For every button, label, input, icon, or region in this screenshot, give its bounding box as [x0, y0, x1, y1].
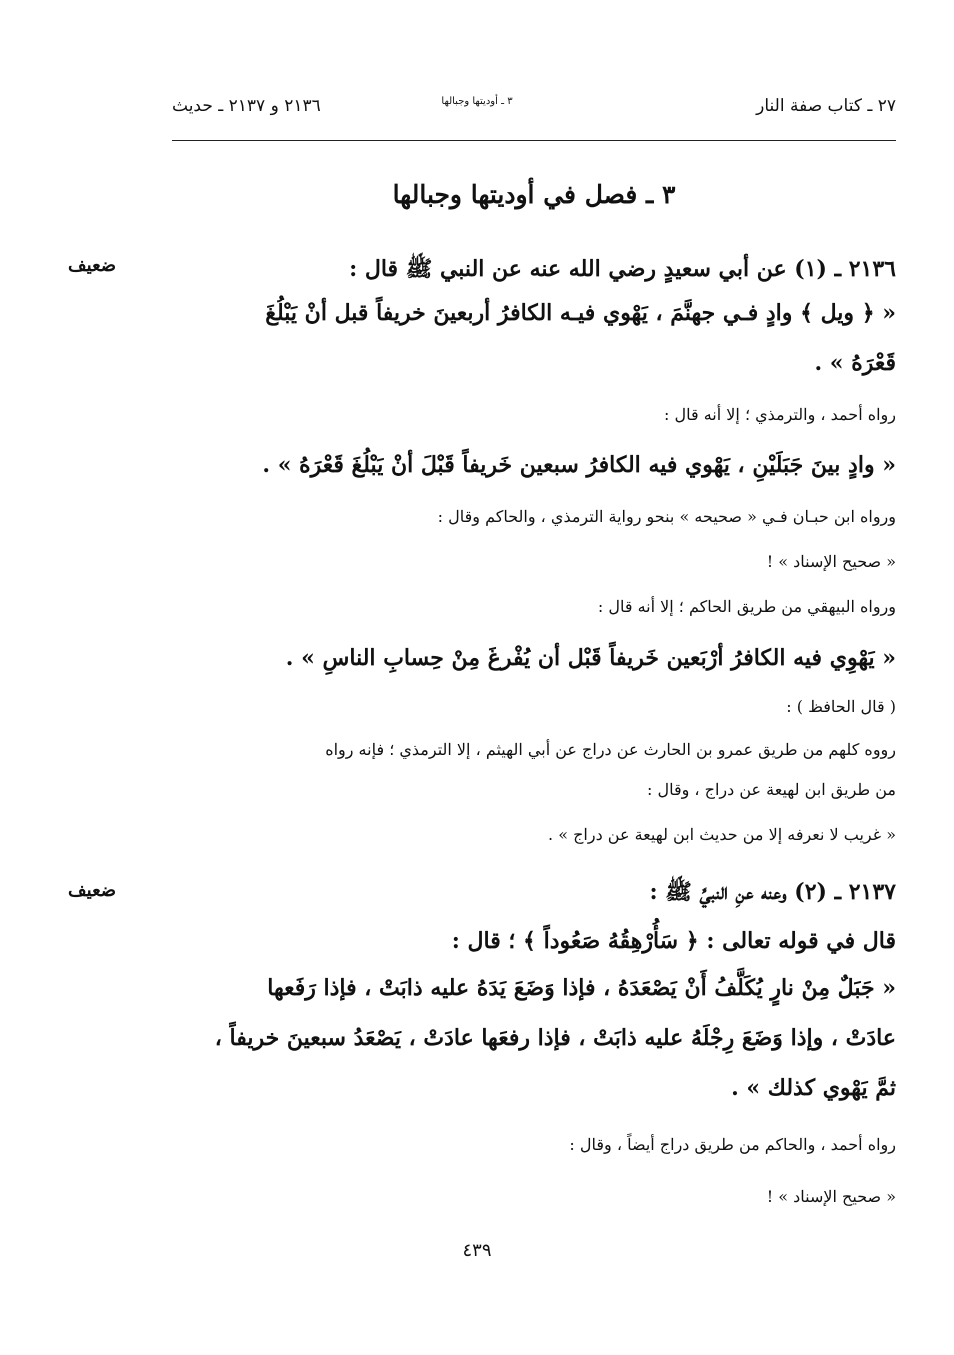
section-title: ٣ ـ فصل في أوديتها وجبالها	[392, 180, 676, 209]
hadith-2136-line-4: رواه أحمد ، والترمذي ؛ إلا أنه قال :	[664, 405, 896, 424]
hadith-2136-line-9: « يَهْوِي فيه الكافرُ أرْبَعين خَريفاً قَبْل أن يُفْرغَ مِنْ حِسابِ الناسِ » .	[285, 645, 896, 671]
hadith-2136-line-2: « ﴿ ويل ﴾ وادٍ فـي جهنَّمَ ، يَهْوي فيـه الكافرُ أربعينَ خريفاً قبل أنْ يَبْلُغَ	[265, 300, 896, 326]
hadith-2137-line-6: رواه أحمد ، والحاكم من طريق دراج أيضاً ، وقال :	[569, 1135, 896, 1154]
grade-label-2137: ضعيف	[68, 880, 117, 901]
hadith-2136-line-6: ورواه ابن حبـان فـي « صحيحه » بنحو رواية الترمذي ، والحاكم وقال :	[437, 507, 896, 526]
page-number: ٤٣٩	[462, 1240, 492, 1261]
hadith-2136-line-8: ورواه البيهقي من طريق الحاكم ؛ إلا أنه قال :	[597, 597, 896, 616]
hadith-2136-line-7: « صحيح الإسناد » !	[766, 552, 896, 571]
hadith-2137-line-5: ثمَّ يَهْوي كذلك » .	[731, 1075, 896, 1101]
running-header-book: ٢٧ ـ كتاب صفة النار	[756, 96, 896, 116]
hadith-2137-line-2: قال في قوله تعالى : ﴿ سَأُرْهِقُهُ صَعُوداً ﴾ ؛ قال :	[451, 928, 896, 954]
hadith-2137-line-4: عادَتْ ، وإذا وَضَعَ رِجْلَهُ عليه ذابَتْ ، فإذا رفعَها عادَتْ ، يَصْعَدُ سبعينَ خريفاً ،	[214, 1025, 896, 1051]
hadith-2137-line-1: ٢١٣٧ ـ (٢) وعنه عنِ النبيِّ ﷺ :	[649, 879, 896, 905]
hadith-2136-line-11: رووه كلهم من طريق عمرو بن الحارث عن دراج عن أبي الهيثم ، إلا الترمذي ؛ فإنه رواه	[325, 740, 896, 759]
hadith-2137-line-7: « صحيح الإسناد » !	[766, 1187, 896, 1206]
header-rule	[172, 140, 896, 141]
running-header-hadith-range: ٢١٣٦ و ٢١٣٧ ـ حديث	[172, 96, 321, 116]
hadith-2136-line-1: ٢١٣٦ ـ (١) عن أبي سعيدٍ رضي الله عنه عن النبي ﷺ قال :	[349, 256, 896, 282]
hadith-2136-line-12: من طريق ابن لهيعة عن دراج ، وقال :	[646, 780, 896, 799]
hadith-2136-line-10: ( قال الحافظ ) :	[786, 697, 896, 716]
hadith-2136-line-3: قَعْرَهُ » .	[814, 350, 896, 376]
grade-label-2136: ضعيف	[68, 255, 117, 276]
hadith-2136-line-5: « وادٍ بينَ جَبَلَيْنِ ، يَهْوي فيه الكافرُ سبعين خَريفاً قَبْلَ أنْ يَبْلُغَ قَعْرَهُ » .	[262, 452, 896, 478]
hadith-2137-line-3: « جَبَلٌ مِنْ نارٍ يُكَلَّفُ أَنْ يَصْعَدَهُ ، فإذا وَضَعَ يَدَهُ عليه ذابَتْ ، فإذا رَفَعها	[267, 975, 896, 1001]
running-header-chapter: ٣ ـ أوديتها وجبالها	[441, 96, 513, 107]
hadith-2136-line-13: « غريب لا نعرفه إلا من حديث ابن لهيعة عن دراج » .	[548, 825, 896, 844]
